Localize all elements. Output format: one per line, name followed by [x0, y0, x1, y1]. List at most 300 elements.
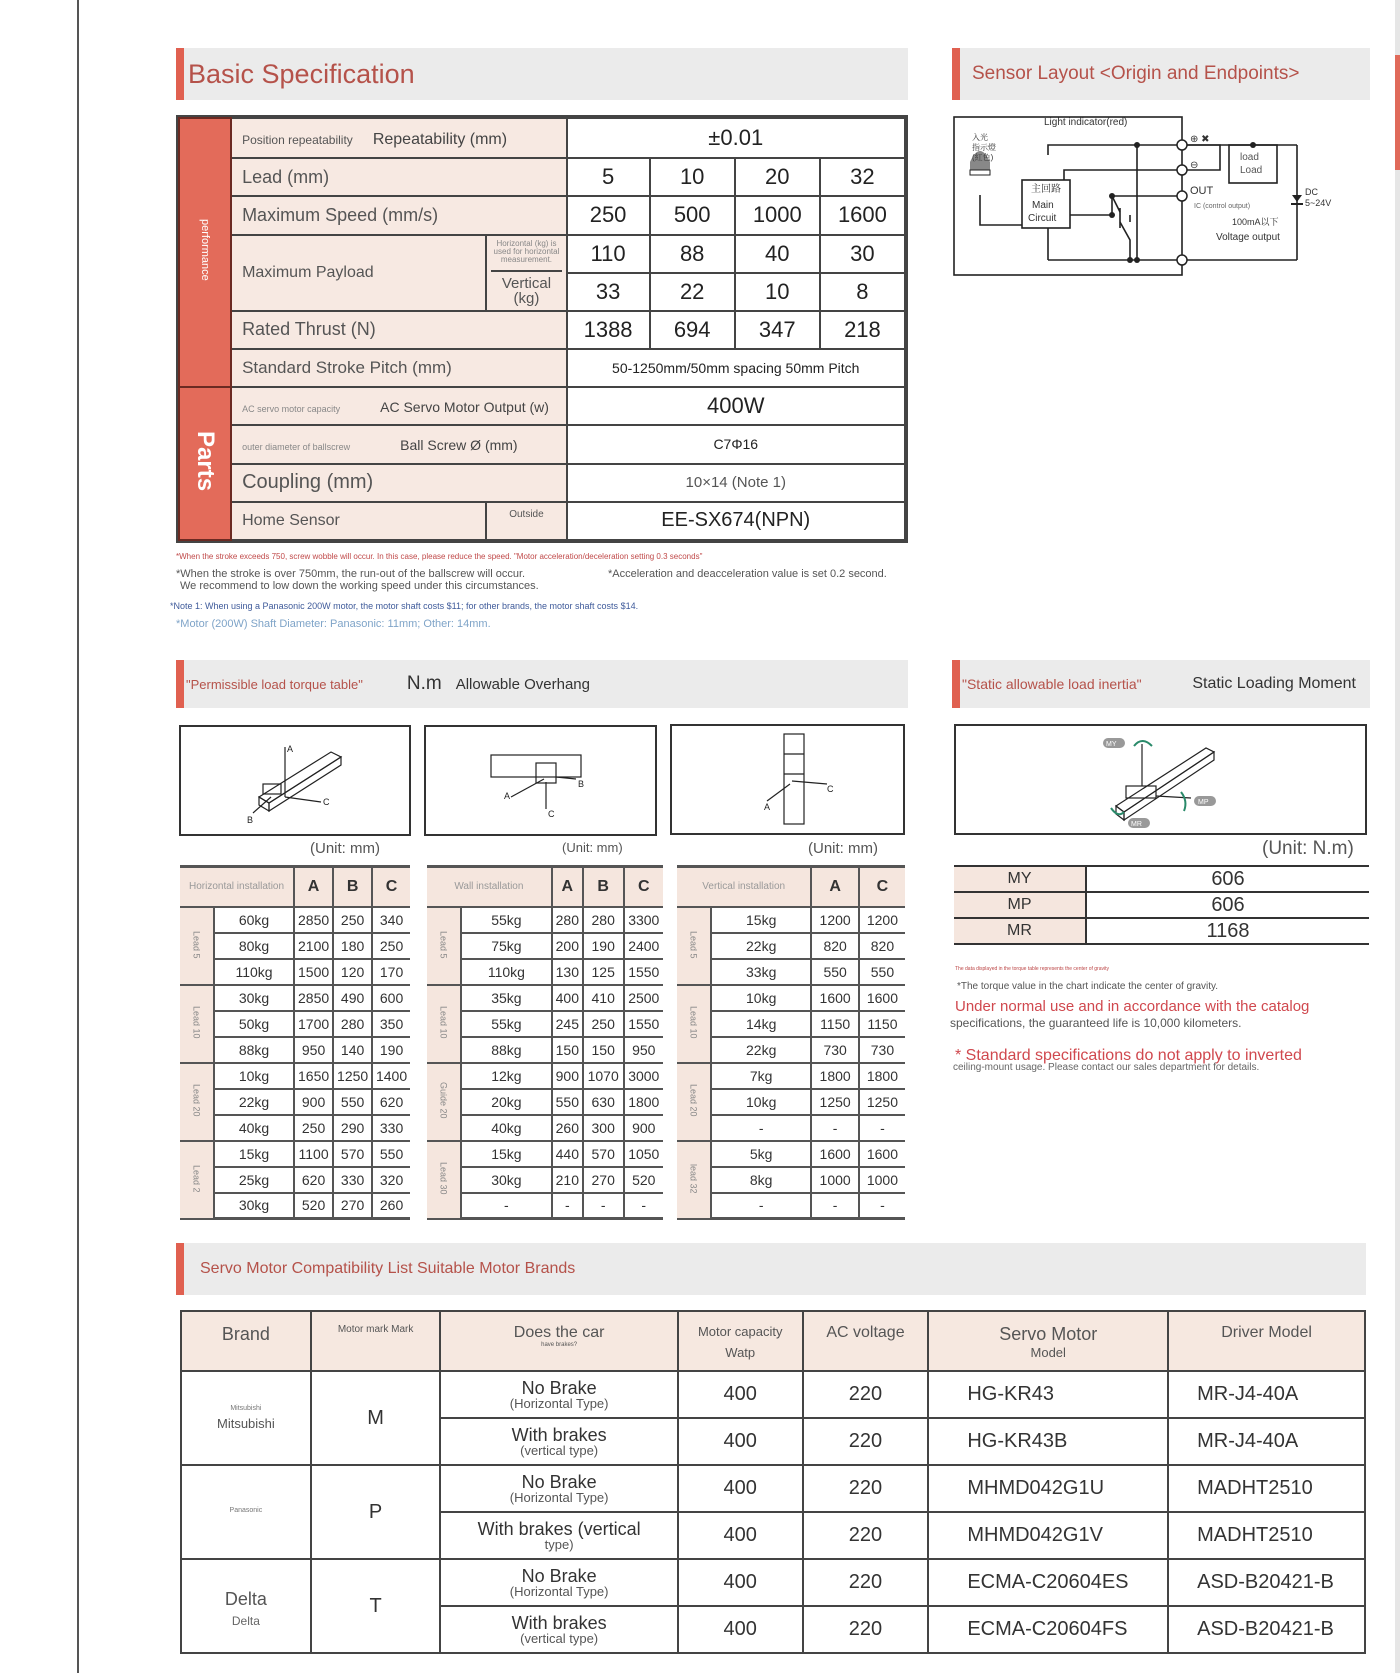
svg-text:Load: Load [1240, 165, 1263, 176]
moment-row-mr: MR 1168 [954, 918, 1369, 944]
overhang-value: 900 [552, 1063, 583, 1089]
overhang-value: 490 [333, 985, 372, 1011]
overhang-value: 1400 [372, 1063, 410, 1089]
speed-value: 1600 [820, 196, 905, 234]
load-weight: 55kg [461, 1011, 552, 1037]
table-row [427, 959, 663, 985]
ac-voltage: 220 [803, 1559, 929, 1606]
table-row [180, 1115, 410, 1141]
svg-text:OUT: OUT [1190, 185, 1214, 197]
col-b: B [583, 867, 624, 907]
svg-text:Voltage output: Voltage output [1216, 232, 1280, 243]
basic-spec-header [176, 48, 908, 100]
overhang-value: 1250 [859, 1089, 905, 1115]
load-weight: 25kg [214, 1167, 294, 1193]
load-weight: 75kg [461, 933, 552, 959]
col-c: C [624, 867, 663, 907]
thrust-value: 347 [735, 311, 820, 349]
overhang-value: 150 [552, 1037, 583, 1063]
overhang-value: 900 [294, 1089, 333, 1115]
load-weight: 15kg [711, 907, 811, 933]
table-row [677, 1115, 905, 1141]
col-a: A [552, 867, 583, 907]
table-row [677, 1167, 905, 1193]
motor-capacity: 400 [678, 1606, 803, 1653]
header-model: Servo Motor Model [928, 1311, 1168, 1371]
overhang-value: 620 [372, 1089, 410, 1115]
vertical-table-header: Vertical installation [677, 867, 811, 907]
table-row [180, 959, 410, 985]
table-row [180, 1063, 410, 1089]
overhang-value: 270 [583, 1167, 624, 1193]
overhang-value: 1000 [811, 1167, 859, 1193]
overhang-value: - [583, 1193, 624, 1219]
svg-text:C: C [827, 784, 834, 794]
table-row [677, 1193, 905, 1219]
overhang-value: - [624, 1193, 663, 1219]
overhang-value: 2400 [624, 933, 663, 959]
figure-vertical-installation [670, 724, 905, 835]
thrust-value: 694 [650, 311, 735, 349]
driver-model: MADHT2510 [1168, 1512, 1365, 1559]
svg-text:A: A [764, 802, 771, 812]
motor-mark: M [311, 1371, 441, 1465]
overhang-value: 730 [859, 1037, 905, 1063]
note-inverted-red: * Standard specifications do not apply to inverted [955, 1047, 1302, 1064]
overhang-value: 1500 [294, 959, 333, 985]
servo-compatibility-table [180, 1310, 1366, 1654]
overhang-value: 260 [372, 1193, 410, 1219]
table-row [427, 933, 663, 959]
col-a: A [294, 867, 333, 907]
table-row [427, 1193, 663, 1219]
load-weight: 35kg [461, 985, 552, 1011]
motor-capacity: 400 [678, 1465, 803, 1512]
overhang-value: 550 [333, 1089, 372, 1115]
load-weight: 33kg [711, 959, 811, 985]
brake-type: With brakes (vertical type) [440, 1512, 677, 1559]
overhang-value: 290 [333, 1115, 372, 1141]
coupling-value: 10×14 (Note 1) [567, 464, 905, 502]
table-row [677, 1011, 905, 1037]
driver-model: ASD-B20421-B [1168, 1559, 1365, 1606]
overhang-value: 190 [372, 1037, 410, 1063]
max-payload-label: Maximum Payload [231, 235, 486, 311]
table-row [427, 985, 663, 1011]
overhang-value: 120 [333, 959, 372, 985]
table-row [180, 1011, 410, 1037]
overhang-value: 1550 [624, 1011, 663, 1037]
overhang-value: 520 [294, 1193, 333, 1219]
table-row [677, 959, 905, 985]
overhang-value: 150 [583, 1037, 624, 1063]
motor-mark: T [311, 1559, 441, 1653]
thrust-value: 1388 [567, 311, 650, 349]
moment-unit: (Unit: N.m) [1262, 838, 1354, 859]
table-row [427, 1037, 663, 1063]
table-row [427, 1089, 663, 1115]
motor-output-value: 400W [567, 387, 905, 425]
lead-group-label: Lead 10 [427, 985, 461, 1063]
ac-voltage: 220 [803, 1465, 929, 1512]
overhang-value: 250 [294, 1115, 333, 1141]
motor-capacity: 400 [678, 1371, 803, 1418]
load-weight: 20kg [461, 1089, 552, 1115]
sensor-layout-header [952, 48, 1370, 100]
overhang-value: - [552, 1193, 583, 1219]
unit-label-1: (Unit: mm) [310, 840, 380, 857]
driver-model: ASD-B20421-B [1168, 1606, 1365, 1653]
overhang-value: 1150 [859, 1011, 905, 1037]
scrollbar[interactable] [1395, 0, 1400, 1673]
overhang-value: 820 [859, 933, 905, 959]
overhang-value: 2100 [294, 933, 333, 959]
table-row [180, 933, 410, 959]
note-life-red: Under normal use and in accordance with the catalog [955, 998, 1310, 1015]
load-weight: - [711, 1115, 811, 1141]
overhang-value: 3000 [624, 1063, 663, 1089]
load-weight: 88kg [461, 1037, 552, 1063]
load-weight: 10kg [711, 985, 811, 1011]
col-c: C [372, 867, 410, 907]
table-row [180, 1089, 410, 1115]
overhang-value: 1200 [811, 907, 859, 933]
table-row [180, 1037, 410, 1063]
table-row [181, 1559, 1365, 1606]
overhang-value: 1250 [811, 1089, 859, 1115]
overhang-value: - [859, 1115, 905, 1141]
note-shaft-diameter: *Motor (200W) Shaft Diameter: Panasonic: 11mm; Other: 14mm. [176, 618, 491, 630]
svg-text:MR: MR [1131, 821, 1142, 828]
static-inertia-title: "Static allowable load inertia" [962, 676, 1142, 692]
svg-text:C: C [548, 809, 555, 819]
lead-5: 5 [567, 158, 650, 196]
table-row [180, 985, 410, 1011]
figure-wall-installation [424, 725, 657, 836]
unit-label-2: (Unit: mm) [562, 840, 623, 855]
servo-motor-model: MHMD042G1V [928, 1512, 1168, 1559]
overhang-value: 1600 [811, 1141, 859, 1167]
static-moment-table [954, 865, 1369, 945]
table-row [677, 933, 905, 959]
static-inertia-header [952, 660, 1370, 708]
home-sensor-sublabel: Outside [486, 502, 566, 540]
load-weight: 30kg [461, 1167, 552, 1193]
overhang-value: 1700 [294, 1011, 333, 1037]
payload-vertical: 10 [735, 273, 820, 311]
svg-text:C: C [323, 797, 330, 807]
overhang-value: 250 [583, 1011, 624, 1037]
servo-motor-model: HG-KR43 [928, 1371, 1168, 1418]
table-row [677, 1037, 905, 1063]
motor-capacity: 400 [678, 1418, 803, 1465]
servo-motor-model: ECMA-C20604FS [928, 1606, 1168, 1653]
horizontal-table-header: Horizontal installation [180, 867, 294, 907]
load-weight: 55kg [461, 907, 552, 933]
load-weight: 5kg [711, 1141, 811, 1167]
load-weight: 15kg [461, 1141, 552, 1167]
overhang-value: 1600 [811, 985, 859, 1011]
note-stroke: *When the stroke is over 750mm, the run-out of the ballscrew will occur. We recommend to low down the working speed under this circumstances. [176, 568, 539, 592]
ac-voltage: 220 [803, 1606, 929, 1653]
lead-group-label: Lead 5 [427, 907, 461, 985]
ball-screw-value: C7Φ16 [567, 425, 905, 463]
overhang-value: 630 [583, 1089, 624, 1115]
overhang-value: 950 [294, 1037, 333, 1063]
note-stroke-red: *When the stroke exceeds 750, screw wobble will occur. In this case, please reduce the speed. "Motor acceleration/deceleration setting 0.3 seconds" [176, 552, 703, 561]
load-weight: 88kg [214, 1037, 294, 1063]
overhang-value: 300 [583, 1115, 624, 1141]
overhang-value: 210 [552, 1167, 583, 1193]
servo-motor-model: ECMA-C20604ES [928, 1559, 1168, 1606]
table-row [427, 1115, 663, 1141]
col-c: C [859, 867, 905, 907]
overhang-value: 180 [333, 933, 372, 959]
lead-32: 32 [820, 158, 905, 196]
figure-horizontal-installation [179, 725, 411, 836]
overhang-value: 1800 [859, 1063, 905, 1089]
overhang-value: 410 [583, 985, 624, 1011]
speed-value: 250 [567, 196, 650, 234]
load-weight: 110kg [214, 959, 294, 985]
brand-cell: Panasonic [181, 1465, 311, 1559]
note-1-shaft-cost: *Note 1: When using a Panasonic 200W motor, the motor shaft costs $11; for other brands, the motor shaft costs $14. [170, 601, 639, 611]
overhang-value: 1050 [624, 1141, 663, 1167]
wall-table-header: Wall installation [427, 867, 552, 907]
svg-text:5~24V: 5~24V [1305, 198, 1332, 208]
svg-text:DC: DC [1305, 187, 1318, 197]
header-brake: Does the car have brakes? [440, 1311, 677, 1371]
overhang-value: 440 [552, 1141, 583, 1167]
lead-group-label: Lead 20 [677, 1063, 711, 1141]
overhang-value: 1650 [294, 1063, 333, 1089]
brake-type: No Brake (Horizontal Type) [440, 1371, 677, 1418]
table-row [180, 1167, 410, 1193]
overhang-value: 600 [372, 985, 410, 1011]
svg-text:⊖: ⊖ [1190, 160, 1199, 171]
load-weight: - [461, 1193, 552, 1219]
overhang-value: 330 [372, 1115, 410, 1141]
overhang-value: 570 [333, 1141, 372, 1167]
svg-text:MY: MY [1106, 741, 1117, 748]
overhang-value: 1150 [811, 1011, 859, 1037]
speed-value: 1000 [735, 196, 820, 234]
svg-text:(紅色): (紅色) [972, 153, 994, 162]
load-weight: 10kg [711, 1089, 811, 1115]
overhang-value: 730 [811, 1037, 859, 1063]
motor-capacity: 400 [678, 1559, 803, 1606]
category-performance: performance [179, 118, 231, 387]
note-tiny: The data displayed in the torque table represents the center of gravity [955, 966, 1109, 972]
table-row [427, 1167, 663, 1193]
header-driver: Driver Model [1168, 1311, 1365, 1371]
overhang-value: 350 [372, 1011, 410, 1037]
overhang-value: 320 [372, 1167, 410, 1193]
brake-type: With brakes (vertical type) [440, 1606, 677, 1653]
overhang-value: 570 [583, 1141, 624, 1167]
svg-text:100mA以下: 100mA以下 [1232, 217, 1279, 227]
horizontal-actuator-icon [181, 727, 409, 834]
driver-model: MR-J4-40A [1168, 1371, 1365, 1418]
table-row [677, 1063, 905, 1089]
svg-text:B: B [247, 815, 254, 825]
overhang-value: 280 [583, 907, 624, 933]
load-weight: 22kg [711, 933, 811, 959]
overhang-value: 270 [333, 1193, 372, 1219]
coupling-label: Coupling (mm) [231, 464, 566, 502]
overhang-value: 550 [859, 959, 905, 985]
header-brand: Brand [181, 1311, 311, 1371]
overhang-value: 200 [552, 933, 583, 959]
table-row [677, 1141, 905, 1167]
load-weight: 110kg [461, 959, 552, 985]
lead-label: Lead (mm) [231, 158, 566, 196]
table-row [180, 907, 410, 933]
repeatability-value: ±0.01 [567, 118, 905, 158]
rated-thrust-label: Rated Thrust (N) [231, 311, 566, 349]
overhang-value: 3300 [624, 907, 663, 933]
overhang-value: 250 [372, 933, 410, 959]
torque-unit: N.m [406, 673, 442, 694]
brake-type: With brakes (vertical type) [440, 1418, 677, 1465]
note-gravity: *The torque value in the chart indicate the center of gravity. [957, 981, 1219, 992]
overhang-value: 1550 [624, 959, 663, 985]
load-weight: - [711, 1193, 811, 1219]
torque-header [176, 660, 908, 708]
sensor-circuit-diagram [952, 110, 1372, 285]
overhang-value: 245 [552, 1011, 583, 1037]
torque-title: "Permissible load torque table" [186, 676, 363, 692]
basic-spec-table [176, 115, 908, 543]
servo-motor-model: HG-KR43B [928, 1418, 1168, 1465]
table-row [180, 1141, 410, 1167]
overhang-value: 260 [552, 1115, 583, 1141]
overhang-value: 125 [583, 959, 624, 985]
speed-value: 500 [650, 196, 735, 234]
wall-actuator-icon [426, 727, 655, 834]
load-weight: 22kg [214, 1089, 294, 1115]
repeatability-label: Position repeatability Repeatability (mm) [231, 118, 566, 158]
load-weight: 50kg [214, 1011, 294, 1037]
ac-voltage: 220 [803, 1512, 929, 1559]
overhang-value: 1250 [333, 1063, 372, 1089]
lead-group-label: Lead 5 [180, 907, 214, 985]
stroke-pitch-value: 50-1250mm/50mm spacing 50mm Pitch [567, 349, 905, 387]
table-row [181, 1371, 1365, 1418]
motor-mark: P [311, 1465, 441, 1559]
overhang-value: 250 [333, 907, 372, 933]
brake-type: No Brake (Horizontal Type) [440, 1559, 677, 1606]
servo-header [176, 1243, 1366, 1295]
svg-text:A: A [504, 791, 511, 801]
payload-vertical: 8 [820, 273, 905, 311]
overhang-value: 130 [552, 959, 583, 985]
load-weight: 10kg [214, 1063, 294, 1089]
overhang-value: 2850 [294, 985, 333, 1011]
brake-type: No Brake (Horizontal Type) [440, 1465, 677, 1512]
overhang-value: 620 [294, 1167, 333, 1193]
ac-voltage: 220 [803, 1418, 929, 1465]
driver-model: MADHT2510 [1168, 1465, 1365, 1512]
col-a: A [811, 867, 859, 907]
note-inverted: ceiling-mount usage. Please contact our sales department for details. [953, 1062, 1260, 1073]
category-parts: Parts [179, 387, 231, 540]
overhang-value: - [811, 1115, 859, 1141]
max-speed-label: Maximum Speed (mm/s) [231, 196, 566, 234]
table-row [180, 1193, 410, 1219]
horizontal-torque-table [180, 865, 410, 1220]
load-weight: 80kg [214, 933, 294, 959]
ac-voltage: 220 [803, 1371, 929, 1418]
brand-cell: Mitsubishi Mitsubishi [181, 1371, 311, 1465]
svg-text:IC (control output): IC (control output) [1194, 203, 1251, 210]
overhang-value: 1800 [811, 1063, 859, 1089]
overhang-value: 550 [811, 959, 859, 985]
table-row [181, 1465, 1365, 1512]
overhang-value: 340 [372, 907, 410, 933]
table-row [427, 907, 663, 933]
payload-horizontal: 30 [820, 235, 905, 273]
overhang-value: 280 [333, 1011, 372, 1037]
header-voltage: AC voltage [803, 1311, 929, 1371]
svg-text:主回路: 主回路 [1031, 184, 1061, 195]
lead-group-label: Lead 10 [677, 985, 711, 1063]
lead-group-label: Lead 5 [677, 907, 711, 985]
moment-row-mp: MP 606 [954, 892, 1369, 918]
note-acceleration: *Acceleration and deacceleration value is set 0.2 second. [608, 568, 887, 580]
overhang-value: 1600 [859, 1141, 905, 1167]
ball-screw-label: outer diameter of ballscrew Ball Screw Ø (mm) [231, 425, 566, 463]
vertical-actuator-icon [672, 726, 903, 833]
table-row [677, 985, 905, 1011]
home-sensor-label: Home Sensor [231, 502, 486, 540]
overhang-value: 520 [624, 1167, 663, 1193]
col-b: B [333, 867, 372, 907]
stroke-pitch-label: Standard Stroke Pitch (mm) [231, 349, 566, 387]
load-weight: 40kg [461, 1115, 552, 1141]
lead-group-label: Lead 20 [180, 1063, 214, 1141]
overhang-value: 280 [552, 907, 583, 933]
overhang-value: 1070 [583, 1063, 624, 1089]
load-weight: 7kg [711, 1063, 811, 1089]
thrust-value: 218 [820, 311, 905, 349]
moment-axes-icon [956, 726, 1365, 833]
header-mark: Motor mark Mark [311, 1311, 441, 1371]
svg-text:指示燈: 指示燈 [972, 143, 996, 152]
overhang-value: 400 [552, 985, 583, 1011]
scrollbar-thumb[interactable] [1395, 55, 1400, 170]
load-weight: 12kg [461, 1063, 552, 1089]
lead-group-label: Guide 20 [427, 1063, 461, 1141]
svg-text:入光: 入光 [972, 133, 988, 142]
svg-text:Light indicator(red): Light indicator(red) [1044, 117, 1128, 128]
payload-horizontal: 40 [735, 235, 820, 273]
motor-output-label: AC servo motor capacity AC Servo Motor Output (w) [231, 387, 566, 425]
svg-text:⊕ ✖: ⊕ ✖ [1190, 134, 1210, 145]
payload-vertical: 22 [650, 273, 735, 311]
basic-spec-title: Basic Specification [188, 58, 415, 89]
table-row [427, 1141, 663, 1167]
load-weight: 60kg [214, 907, 294, 933]
overhang-value: 330 [333, 1167, 372, 1193]
svg-text:B: B [578, 779, 585, 789]
svg-text:Circuit: Circuit [1028, 213, 1057, 224]
load-weight: 40kg [214, 1115, 294, 1141]
lead-10: 10 [650, 158, 735, 196]
payload-horizontal: 88 [650, 235, 735, 273]
overhang-value: - [859, 1193, 905, 1219]
overhang-value: 2500 [624, 985, 663, 1011]
